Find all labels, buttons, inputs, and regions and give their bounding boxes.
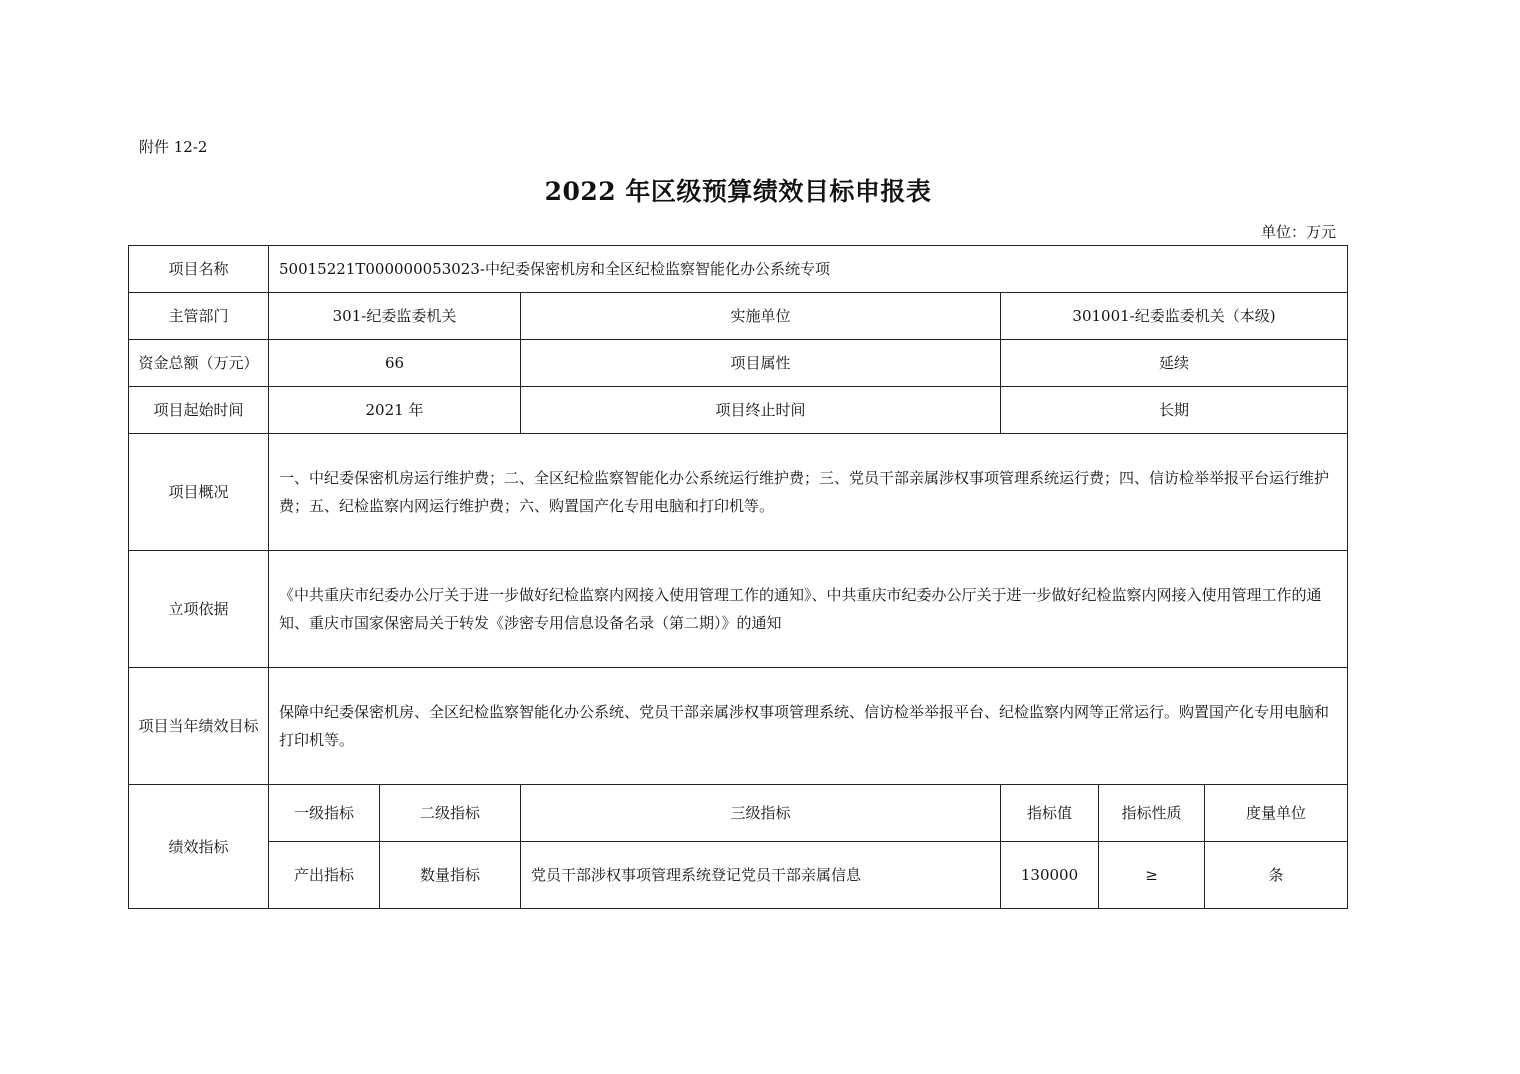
dept-value: 301-纪委监委机关 xyxy=(269,293,521,340)
header-value: 指标值 xyxy=(1001,785,1099,842)
project-name-value: 50015221T000000053023-中纪委保密机房和全区纪检监察智能化办公系统专项 xyxy=(269,246,1348,293)
dept-label: 主管部门 xyxy=(129,293,269,340)
basis-label: 立项依据 xyxy=(129,551,269,668)
row-goal xyxy=(129,668,1348,785)
page-title: 2022 年区级预算绩效目标申报表 xyxy=(544,177,932,206)
attr-value: 延续 xyxy=(1001,340,1348,387)
indicator-level1: 产出指标 xyxy=(269,842,380,909)
end-label: 项目终止时间 xyxy=(521,387,1001,434)
budget-form-table xyxy=(128,245,1348,909)
header-nature: 指标性质 xyxy=(1099,785,1205,842)
indicator-unit: 条 xyxy=(1205,842,1348,909)
goal-label: 项目当年绩效目标 xyxy=(129,668,269,785)
header-level1: 一级指标 xyxy=(269,785,380,842)
impl-value: 301001-纪委监委机关（本级) xyxy=(1001,293,1348,340)
header-level2: 二级指标 xyxy=(380,785,521,842)
row-time xyxy=(129,387,1348,434)
end-value: 长期 xyxy=(1001,387,1348,434)
indicators-label: 绩效指标 xyxy=(129,785,269,909)
table-row xyxy=(129,842,1348,909)
goal-value: 保障中纪委保密机房、全区纪检监察智能化办公系统、党员干部亲属涉权事项管理系统、信访检举举报平台、纪检监察内网等正常运行。购置国产化专用电脑和打印机等。 xyxy=(269,668,1348,785)
fund-value: 66 xyxy=(269,340,521,387)
basis-value: 《中共重庆市纪委办公厅关于进一步做好纪检监察内网接入使用管理工作的通知》、中共重庆市纪委办公厅关于进一步做好纪检监察内网接入使用管理工作的通知、重庆市国家保密局关于转发《涉密专用信息设备名录（第二期）》的通知 xyxy=(269,551,1348,668)
overview-value: 一、中纪委保密机房运行维护费；二、全区纪检监察智能化办公系统运行维护费；三、党员干部亲属涉权事项管理系统运行费；四、信访检举举报平台运行维护费；五、纪检监察内网运行维护费；六、购置国产化专用电脑和打印机等。 xyxy=(269,434,1348,551)
start-label: 项目起始时间 xyxy=(129,387,269,434)
row-department xyxy=(129,293,1348,340)
row-project-name xyxy=(129,246,1348,293)
attachment-label: 附件 12-2 xyxy=(139,138,208,156)
indicator-level2: 数量指标 xyxy=(380,842,521,909)
unit-label: 单位：万元 xyxy=(1260,223,1336,241)
project-name-label: 项目名称 xyxy=(129,246,269,293)
indicator-nature: ≥ xyxy=(1099,842,1205,909)
indicator-level3: 党员干部涉权事项管理系统登记党员干部亲属信息 xyxy=(521,842,1001,909)
header-unit: 度量单位 xyxy=(1205,785,1348,842)
start-value: 2021 年 xyxy=(269,387,521,434)
row-basis xyxy=(129,551,1348,668)
row-overview xyxy=(129,434,1348,551)
indicator-header-row xyxy=(129,785,1348,842)
attr-label: 项目属性 xyxy=(521,340,1001,387)
row-fund xyxy=(129,340,1348,387)
header-level3: 三级指标 xyxy=(521,785,1001,842)
overview-label: 项目概况 xyxy=(129,434,269,551)
fund-label: 资金总额（万元） xyxy=(129,340,269,387)
impl-label: 实施单位 xyxy=(521,293,1001,340)
indicator-value: 130000 xyxy=(1001,842,1099,909)
